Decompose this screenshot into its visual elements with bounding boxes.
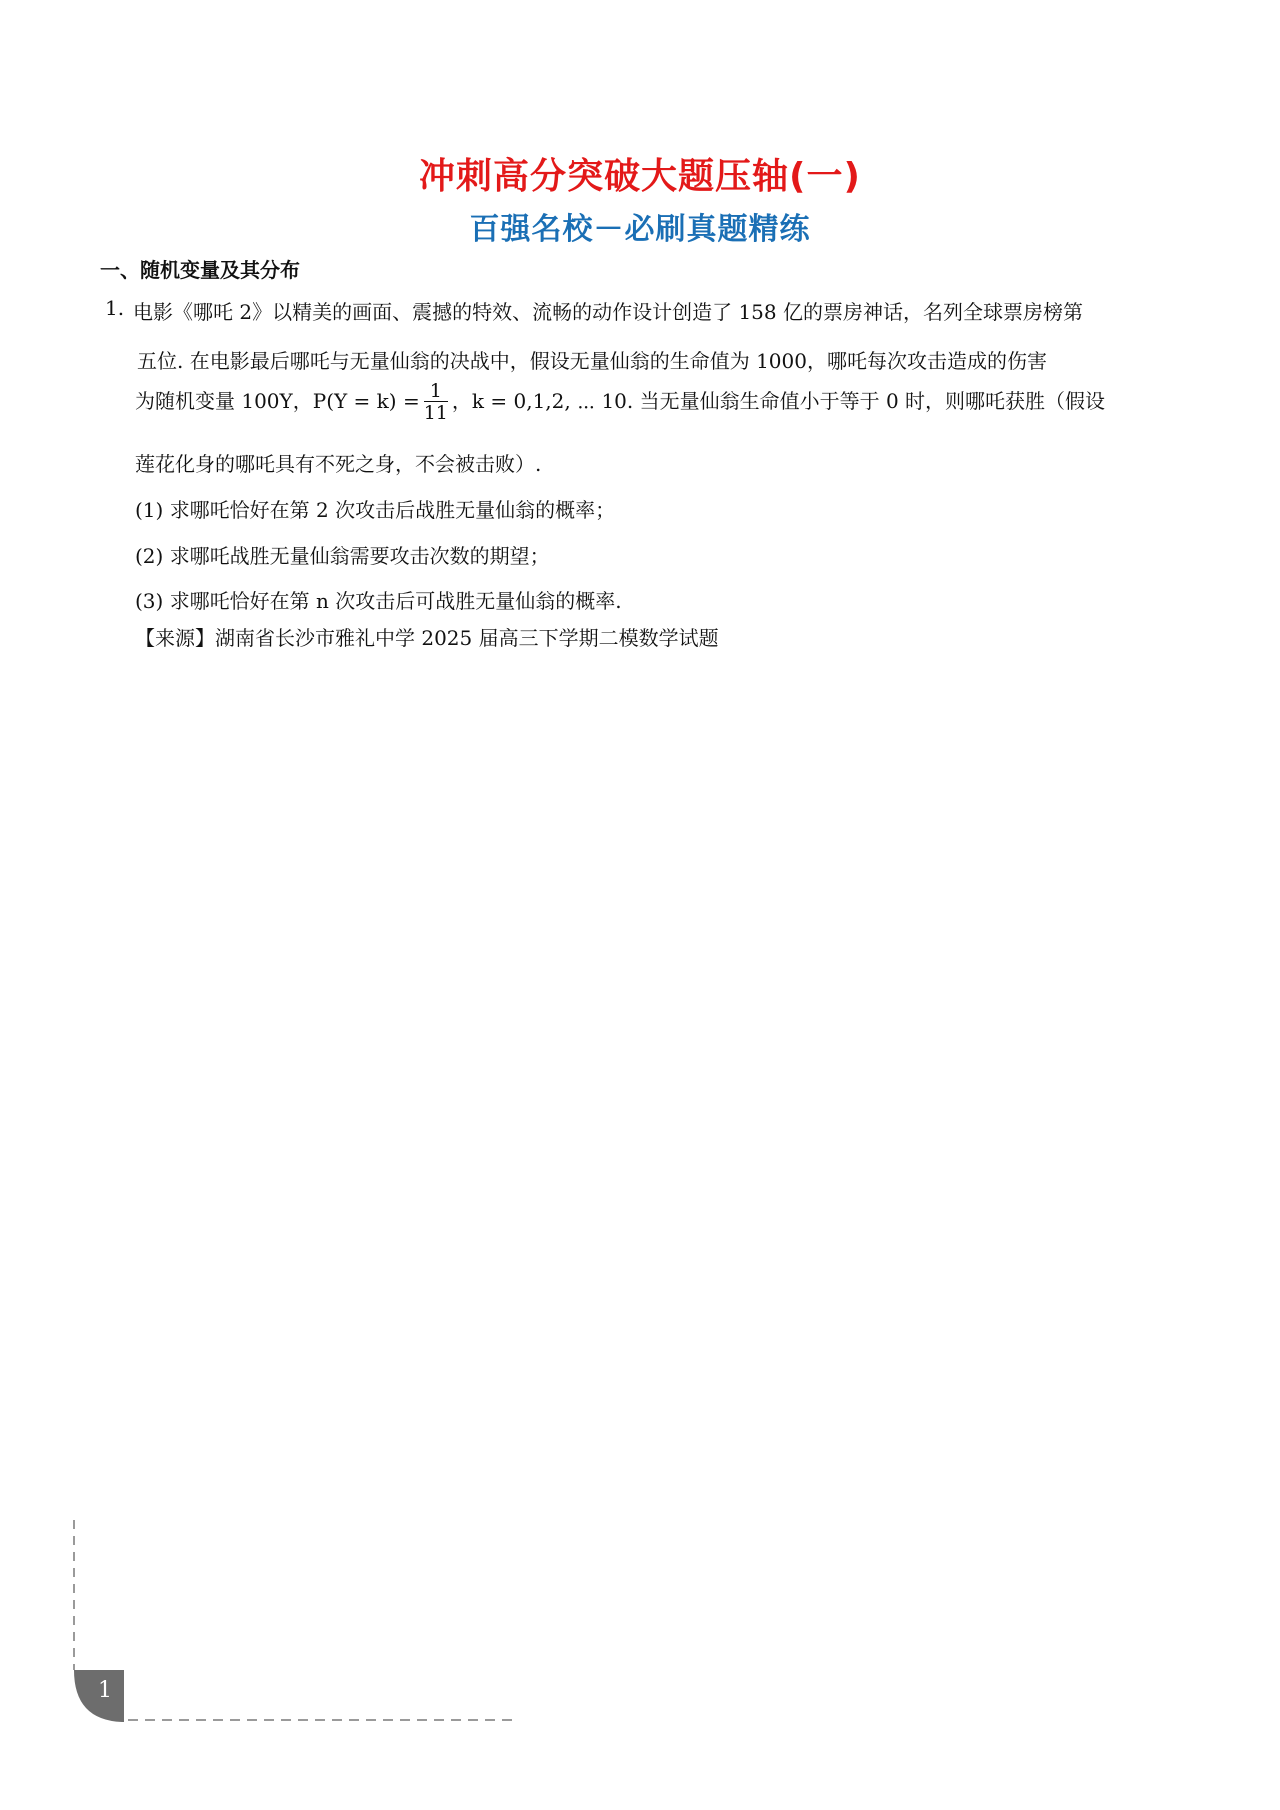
problem-number: 1. <box>105 296 125 320</box>
problem-text-line-3 <box>135 382 1105 423</box>
sub-question-2: (2) 求哪吒战胜无量仙翁需要攻击次数的期望； <box>135 544 550 568</box>
page-subtitle: 百强名校－必刷真题精练 <box>469 212 811 247</box>
fraction-numerator: 1 <box>424 382 448 402</box>
problem-text-line-4: 莲花化身的哪吒具有不死之身，不会被击败）. <box>135 452 542 476</box>
problem-text-line-3-post: ，k = 0,1,2, ⋯ 10. 当无量仙翁生命值小于等于 0 时，则哪吒获胜（假设 <box>451 389 1106 413</box>
page-corner-decoration <box>60 1520 520 1740</box>
fraction-denominator: 11 <box>423 402 448 424</box>
problem-text-line-1: 电影《哪吒 2》以精美的画面、震撼的特效、流畅的动作设计创造了 158 亿的票房神话，名列全球票房榜第 <box>133 300 1083 324</box>
page-title: 冲刺高分突破大题压轴(一) <box>419 156 861 197</box>
problem-text-line-3-pre: 为随机变量 100Y，P(Y = k) = <box>135 389 420 413</box>
section-heading: 一、随机变量及其分布 <box>100 258 300 282</box>
problem-text-line-2: 五位. 在电影最后哪吒与无量仙翁的决战中，假设无量仙翁的生命值为 1000，哪吒每次攻击造成的伤害 <box>137 349 1047 373</box>
sub-question-1: (1) 求哪吒恰好在第 2 次攻击后战胜无量仙翁的概率； <box>135 498 616 522</box>
page-number: 1 <box>98 1678 112 1703</box>
probability-fraction <box>424 382 448 423</box>
sub-question-3: (3) 求哪吒恰好在第 n 次攻击后可战胜无量仙翁的概率. <box>135 589 622 613</box>
problem-source: 【来源】湖南省长沙市雅礼中学 2025 届高三下学期二模数学试题 <box>135 626 719 650</box>
